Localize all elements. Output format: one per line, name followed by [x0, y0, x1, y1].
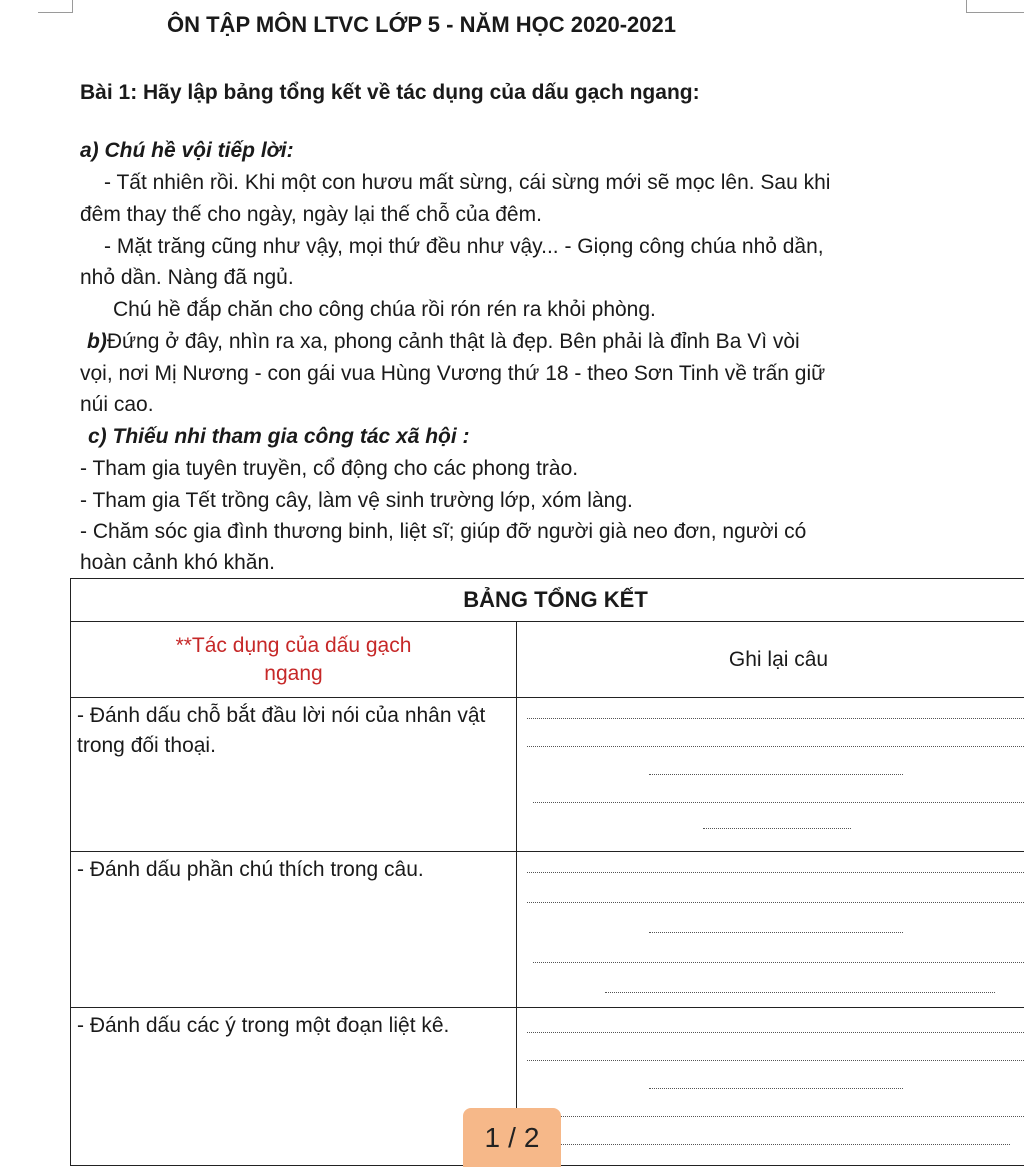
- column-header-usage-text: **Tác dụng của dấu gạch ngang: [175, 633, 412, 685]
- part-a-line: - Tất nhiên rồi. Khi một con hươu mất sừng, cái sừng mới sẽ mọc lên. Sau khi: [104, 171, 831, 194]
- page-corner-left: [38, 0, 73, 13]
- part-c-line: hoàn cảnh khó khăn.: [80, 551, 275, 574]
- part-c-line: - Tham gia tuyên truyền, cổ động cho các phong trào.: [80, 457, 579, 480]
- answer-cell: [517, 1008, 1024, 1166]
- part-b-label: b): [87, 330, 107, 353]
- column-header-usage: [71, 622, 517, 698]
- part-a-line: đêm thay thế cho ngày, ngày lại thế chỗ của đêm.: [80, 203, 542, 226]
- part-c-line: - Chăm sóc gia đình thương binh, liệt sĩ; giúp đỡ người già neo đơn, người có: [80, 520, 807, 543]
- answer-dotted-line: [649, 774, 903, 775]
- answer-dotted-line: [533, 962, 1024, 963]
- table-row-usage: - Đánh dấu chỗ bắt đầu lời nói của nhân vật trong đối thoại.: [71, 698, 517, 852]
- answer-dotted-line: [527, 718, 1024, 719]
- part-c-heading: c) Thiếu nhi tham gia công tác xã hội :: [88, 425, 470, 448]
- part-b-line: [87, 329, 800, 355]
- page-separator: /: [508, 1121, 516, 1153]
- answer-dotted-line: [527, 746, 1024, 747]
- part-a-line: nhỏ dần. Nàng đã ngủ.: [80, 266, 294, 289]
- column-header-sentence: Ghi lại câu: [517, 622, 1024, 698]
- part-a-line: - Mặt trăng cũng như vậy, mọi thứ đều như vậy... - Giọng công chúa nhỏ dần,: [104, 235, 824, 258]
- summary-table: [70, 578, 1024, 1166]
- table-row-usage: - Đánh dấu các ý trong một đoạn liệt kê.: [71, 1008, 517, 1166]
- part-b-text: Đứng ở đây, nhìn ra xa, phong cảnh thật là đẹp. Bên phải là đỉnh Ba Vì vòi: [106, 330, 800, 353]
- table-row-usage: - Đánh dấu phần chú thích trong câu.: [71, 852, 517, 1008]
- page-indicator[interactable]: [463, 1108, 561, 1167]
- answer-dotted-line: [527, 1060, 1024, 1061]
- part-c-line: - Tham gia Tết trồng cây, làm vệ sinh trường lớp, xóm làng.: [80, 489, 633, 512]
- part-b-line: vọi, nơi Mị Nương - con gái vua Hùng Vương thứ 18 - theo Sơn Tinh về trấn giữ: [80, 362, 826, 385]
- page-corner-right: [966, 0, 1024, 13]
- document-title: ÔN TẬP MÔN LTVC LỚP 5 - NĂM HỌC 2020-2021: [167, 12, 676, 37]
- current-page: 1: [484, 1121, 501, 1153]
- part-b-line: núi cao.: [80, 393, 154, 416]
- answer-cell: [517, 852, 1024, 1008]
- part-a-line: Chú hề đắp chăn cho công chúa rồi rón rén ra khỏi phòng.: [113, 298, 656, 321]
- exercise-heading: Bài 1: Hãy lập bảng tổng kết về tác dụng của dấu gạch ngang:: [80, 81, 700, 104]
- answer-dotted-line: [527, 1032, 1024, 1033]
- answer-cell: [517, 698, 1024, 852]
- answer-dotted-line: [533, 1116, 1024, 1117]
- answer-dotted-line: [527, 872, 1024, 873]
- part-a-heading: a) Chú hề vội tiếp lời:: [80, 139, 294, 162]
- answer-dotted-line: [533, 802, 1024, 803]
- answer-dotted-line: [649, 932, 903, 933]
- answer-dotted-line: [703, 828, 851, 829]
- answer-dotted-line: [649, 1088, 903, 1089]
- answer-dotted-line: [527, 902, 1024, 903]
- table-caption: BẢNG TỔNG KẾT: [71, 579, 1024, 622]
- total-pages: 2: [523, 1121, 540, 1153]
- answer-dotted-line: [557, 1144, 1010, 1145]
- answer-dotted-line: [605, 992, 995, 993]
